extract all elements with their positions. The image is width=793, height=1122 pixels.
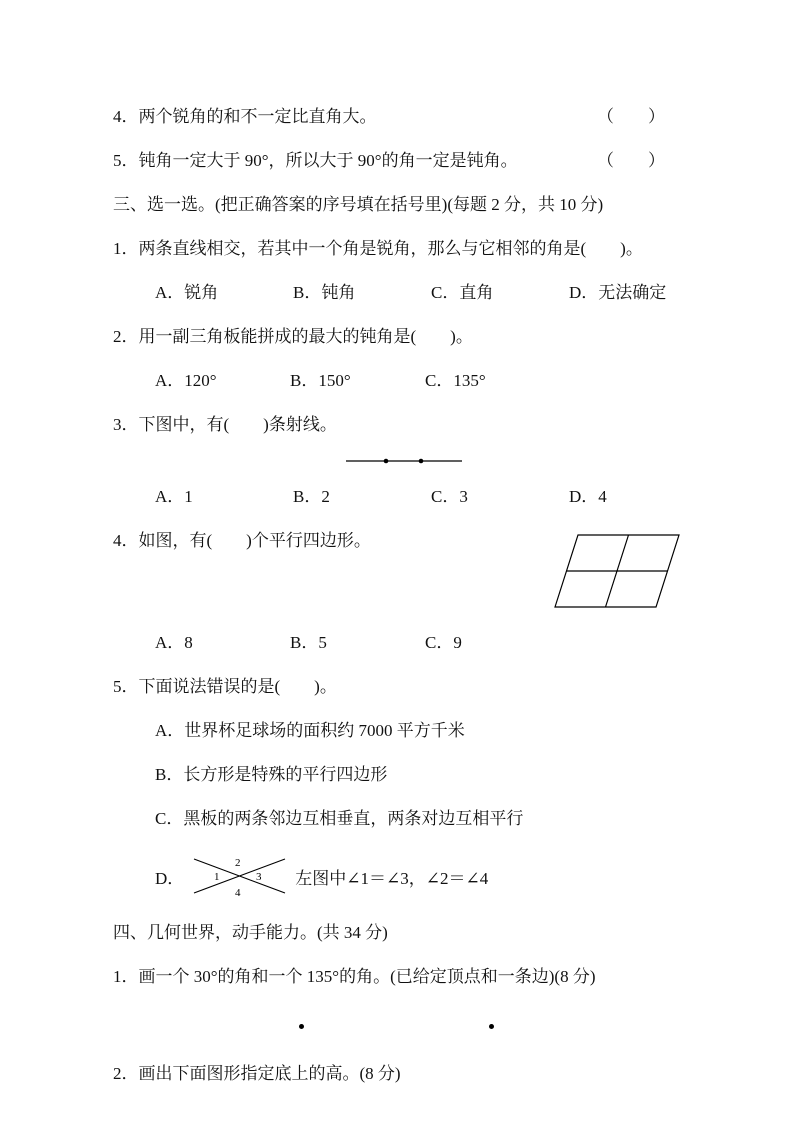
choice-q4-option-b: B．5: [290, 633, 327, 652]
choice-q3-option-d: D．4: [569, 487, 607, 506]
choice-q4-options: [113, 629, 685, 656]
angle-label-2: 2: [235, 857, 241, 869]
parallelogram-figure: [551, 531, 683, 611]
choice-q1-option-a: A．锐角: [155, 283, 219, 302]
choice-q5-option-c: C．黑板的两条邻边互相垂直，两条对边互相平行: [155, 809, 524, 828]
judge-question-5-text: 5．钝角一定大于 90°，所以大于 90°的角一定是钝角。: [113, 151, 518, 170]
rays-line-figure: [113, 455, 685, 467]
choice-q5-option-a: A．世界杯足球场的面积约 7000 平方千米: [155, 721, 465, 740]
choice-q3-option-a: A．1: [155, 487, 193, 506]
choice-q2-option-a: A．120°: [155, 371, 217, 390]
choice-q4-option-c: C．9: [425, 633, 462, 652]
choice-q3-option-c: C．3: [431, 487, 468, 506]
judge-question-4: [113, 103, 685, 130]
section-geometry-title: 四、几何世界，动手能力。(共 34 分): [113, 923, 388, 942]
choice-q3-option-b: B．2: [293, 487, 330, 506]
choice-q1-option-b: B．钝角: [293, 283, 356, 302]
choice-q5-option-d-text: 左图中∠1＝∠3，∠2＝∠4: [295, 868, 489, 888]
judge-question-5-answer-bracket: （ ）: [597, 151, 665, 170]
choice-q2-option-b: B．150°: [290, 371, 351, 390]
choice-q5-option-d: [113, 849, 685, 903]
choice-q3-text: 3．下图中，有( )条射线。: [113, 415, 337, 434]
cross-lines-figure: [192, 849, 287, 903]
judge-question-4-answer-bracket: （ ）: [597, 107, 665, 126]
given-vertex-dot: [299, 1024, 304, 1029]
point-dot: [419, 459, 424, 464]
choice-q4-row: [113, 527, 685, 611]
choice-q1-option-d: D．无法确定: [569, 283, 667, 302]
choice-q4-text: 4．如图，有( )个平行四边形。: [113, 531, 371, 550]
choice-q2-options: [113, 367, 685, 394]
choice-q4-option-a: A．8: [155, 633, 193, 652]
choice-q5-text: 5．下面说法错误的是( )。: [113, 677, 337, 696]
rays-line-svg: [345, 455, 463, 467]
choice-q2-text: 2．用一副三角板能拼成的最大的钝角是( )。: [113, 327, 473, 346]
given-vertices-row: [113, 1022, 685, 1030]
point-dot: [384, 459, 389, 464]
angle-label-3: 3: [256, 871, 262, 883]
choice-q1-text: 1．两条直线相交，若其中一个角是锐角，那么与它相邻的角是( )。: [113, 239, 643, 258]
cross-lines-svg: [192, 849, 287, 903]
choice-q1-option-c: C．直角: [431, 283, 494, 302]
geometry-q2-text: 2．画出下面图形指定底上的高。(8 分): [113, 1064, 401, 1083]
choice-q5-option-d-label: D．: [155, 868, 185, 888]
section-choice-title: 三、选一选。(把正确答案的序号填在括号里)(每题 2 分，共 10 分): [113, 195, 604, 214]
judge-question-4-text: 4．两个锐角的和不一定比直角大。: [113, 107, 377, 126]
geometry-q1-text: 1．画一个 30°的角和一个 135°的角。(已给定顶点和一条边)(8 分): [113, 967, 596, 986]
judge-question-5: [113, 147, 685, 174]
choice-q3-options: [113, 483, 685, 510]
angle-label-4: 4: [235, 887, 241, 899]
choice-q1-options: [113, 279, 685, 306]
given-vertex-dot: [489, 1024, 494, 1029]
parallelogram-svg: [551, 531, 683, 611]
choice-q5-option-b: B．长方形是特殊的平行四边形: [155, 765, 388, 784]
choice-q2-option-c: C．135°: [425, 371, 486, 390]
angle-label-1: 1: [214, 871, 220, 883]
